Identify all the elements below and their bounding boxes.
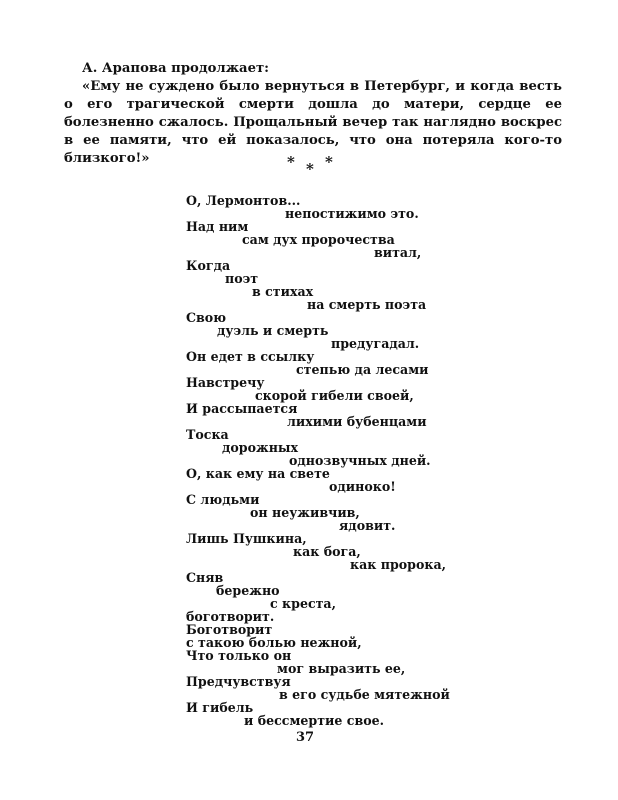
attribution-line: А. Арапова продолжает: xyxy=(82,61,270,76)
poem-line: Сняв xyxy=(186,570,224,585)
poem-line: С людьми xyxy=(186,492,260,507)
poem-line: он неуживчив, xyxy=(250,505,360,520)
poem-line: в его судьбе мятежной xyxy=(279,687,450,702)
poem-line: ядовит. xyxy=(339,518,396,533)
poem-line: дуэль и смерть xyxy=(217,323,329,338)
poem-line: витал, xyxy=(374,245,422,260)
poem-line: Он едет в ссылку xyxy=(186,349,315,364)
poem-line: И гибель xyxy=(186,700,254,715)
poem-line: одиноко! xyxy=(329,479,396,494)
poem-line: И рассыпается xyxy=(186,401,298,416)
memoir-quote: «Ему не суждено было вернуться в Петербург, и когда весть о его трагической смерти дошла до матери, сердце ее болезненно сжалось. Прощальный вечер так наглядно воскрес в ее памяти, что ей показалось, что она потеряла кого-то близкого!» xyxy=(64,79,562,166)
poem-line: поэт xyxy=(225,271,259,286)
poem-line: в стихах xyxy=(252,284,314,299)
separator-star: * xyxy=(325,153,333,171)
poem-line: бережно xyxy=(216,583,280,598)
poem-line: предугадал. xyxy=(331,336,420,351)
poem-line: на смерть поэта xyxy=(307,297,427,312)
poem-line: скорой гибели своей, xyxy=(255,388,414,403)
poem-line: как бога, xyxy=(293,544,361,559)
poem-line: боготворит. xyxy=(186,609,275,624)
poem-line: Тоска xyxy=(186,427,229,442)
poem-line: Боготворит xyxy=(186,622,273,637)
poem-line: с такою болью нежной, xyxy=(186,635,362,650)
poem-line: с креста, xyxy=(270,596,336,611)
poem-line: Предчувствуя xyxy=(186,674,291,689)
poem-line: О, как ему на свете xyxy=(186,466,330,481)
poem-line: Свою xyxy=(186,310,227,325)
poem-line: О, Лермонтов... xyxy=(186,193,301,208)
poem-line: лихими бубенцами xyxy=(287,414,427,429)
poem-line: и бессмертие свое. xyxy=(244,713,384,728)
poem-line: Навстречу xyxy=(186,375,265,390)
poem-line: Когда xyxy=(186,258,231,273)
poem-line: Над ним xyxy=(186,219,249,234)
poem-line: дорожных xyxy=(222,440,299,455)
poem-line: как пророка, xyxy=(350,557,447,572)
separator-star: * xyxy=(287,153,295,171)
poem-line: Лишь Пушкина, xyxy=(186,531,307,546)
poem-line: непостижимо это. xyxy=(285,206,419,221)
poem-line: Что только он xyxy=(186,648,292,663)
poem-line: сам дух пророчества xyxy=(242,232,395,247)
page-number: 37 xyxy=(296,730,315,745)
poem-line: мог выразить ее, xyxy=(277,661,406,676)
poem-line: однозвучных дней. xyxy=(289,453,431,468)
poem-line: степью да лесами xyxy=(296,362,429,377)
separator-star: * xyxy=(306,160,314,178)
